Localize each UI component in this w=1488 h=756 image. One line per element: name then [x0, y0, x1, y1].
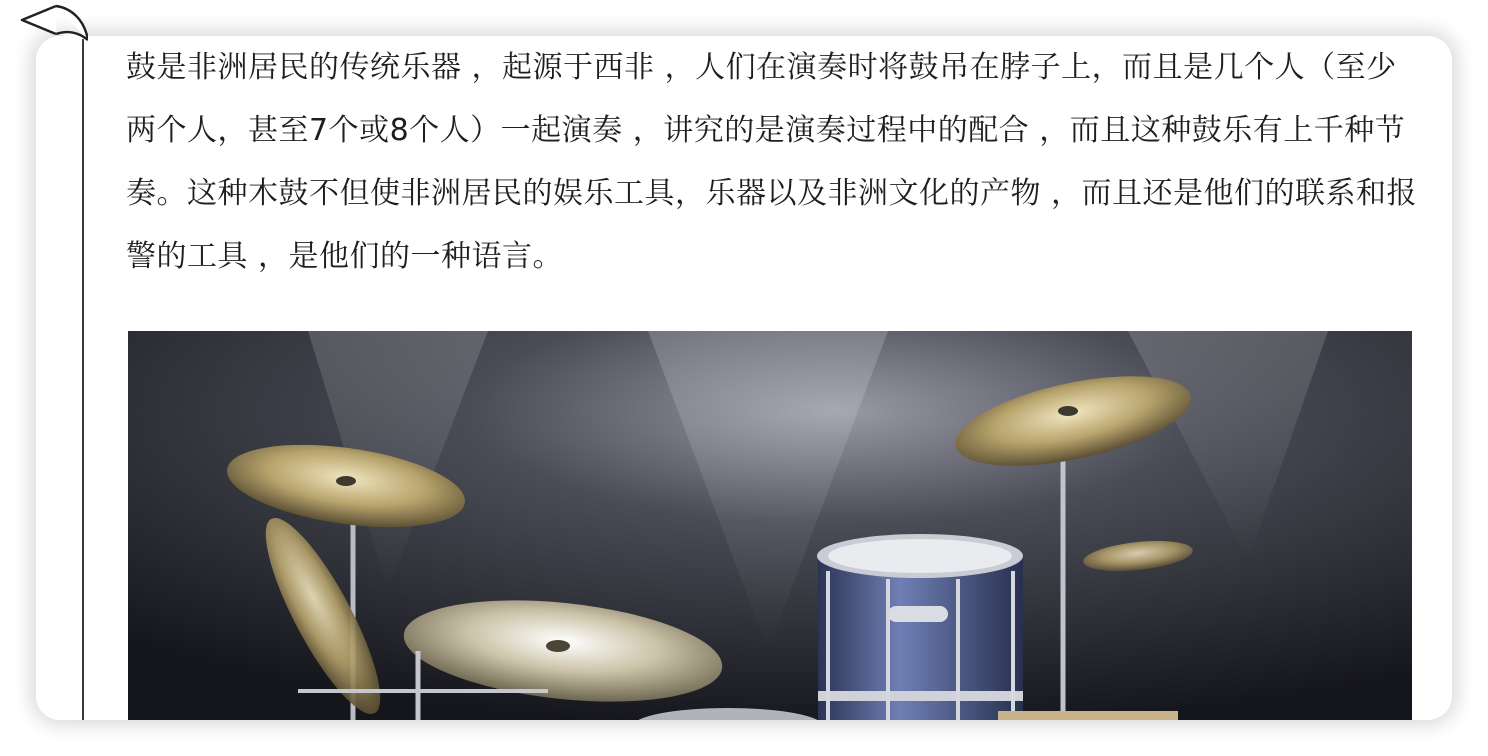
back-arrow-icon[interactable] — [8, 0, 88, 44]
drum-kit-photo — [128, 331, 1412, 720]
left-edge-rail — [36, 36, 84, 720]
article-paragraph: 鼓是非洲居民的传统乐器 ，起源于西非 ，人们在演奏时将鼓吊在脖子上，而且是几个人（至少两个人，甚至7个或8个人）一起演奏 ，讲究的是演奏过程中的配合 ，而且这种鼓乐有上千种节奏。这种木鼓不但使非洲居民的娱乐工具，乐器以及非洲文化的产物 ，而且还是他们的联系和报警的工具 ，是他们的一种语言。 — [126, 50, 1418, 274]
drum-kit-illustration — [128, 331, 1412, 720]
article-card — [36, 36, 1452, 720]
tom-drum — [817, 534, 1023, 720]
article-body — [126, 36, 1426, 288]
